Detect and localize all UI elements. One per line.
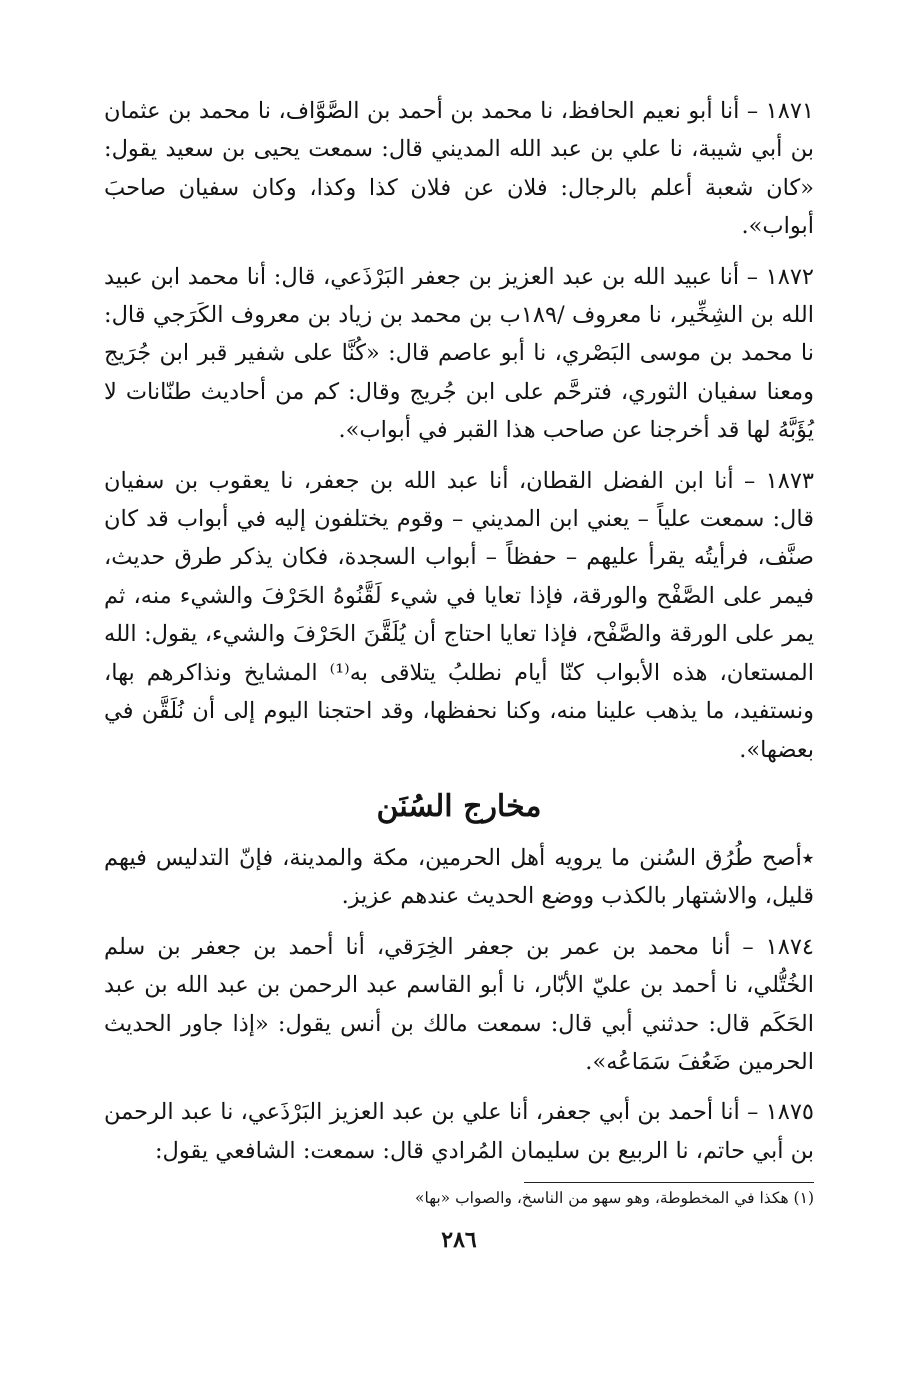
- bottom-section: [104, 839, 814, 1170]
- paragraph-1873: ١٨٧٣ – أنا ابن الفضل القطان، أنا عبد الله بن جعفر، نا يعقوب بن سفيان قال: سمعت علياً – يعني ابن المديني – وقوم يختلفون إليه في أبواب قد كان صنَّف، فرأيتُه يقرأ عليهم – حفظاً – أبواب السجدة، فكان يذكر طرق حديث، فيمر على الصَّفْح والورقة، فإذا تعايا في شيء لَقَّنُوهُ الحَرْفَ والشيء منه، ثم يمر على الورقة والصَّفْح، فإذا تعايا احتاج أن يُلَقَّنَ الحَرْفَ والشيء، يقول: الله المستعان، هذه الأبواب كنّا أيام نطلبُ يتلاقى به⁽¹⁾ المشايخ ونذاكرهم بها، ونستفيد، ما يذهب علينا منه، وكنا نحفظها، وقد احتجنا اليوم إلى أن نُلَقَّن في بعضها».: [104, 467, 814, 763]
- section-heading: مخارج السُنَن: [376, 788, 542, 824]
- paragraph-1872: ١٨٧٢ – أنا عبيد الله بن عبد العزيز بن جعفر البَرْذَعي، قال: أنا محمد ابن عبيد الله بن الشِخِّير، نا معروف /١٨٩ب بن محمد بن زياد بن معروف الكَرَجي قال: نا محمد بن موسى البَصْري، نا أبو عاصم قال: «كُنَّا على شفير قبر ابن جُرَيج ومعنا سفيان الثوري، فترحَّم على ابن جُريج وقال: كم من أحاديث طنّانات لا يُؤَبَّهُ لها قد أخرجنا عن صاحب هذا القبر في أبواب».: [104, 263, 814, 444]
- top-section: [104, 92, 814, 769]
- paragraph-intro: ⭑أصح طُرُق السُنن ما يرويه أهل الحرمين، مكة والمدينة، فإنّ التدليس فيهم قليل، والاشتهار بالكذب ووضع الحديث عندهم عزيز.: [104, 844, 814, 910]
- paragraph-1875: ١٨٧٥ – أنا أحمد بن أبي جعفر، أنا علي بن عبد العزيز البَرْذَعي، نا عبد الرحمن بن أبي حاتم، نا الربيع بن سليمان المُرادي قال: سمعت: الشافعي يقول:: [104, 1099, 814, 1164]
- footnote-area: [104, 1182, 814, 1211]
- paragraph-1871: ١٨٧١ – أنا أبو نعيم الحافظ، نا محمد بن أحمد بن الصَّوَّاف، نا محمد بن عثمان بن أبي شيبة، نا علي بن عبد الله المديني قال: سمعت يحيى بن سعيد يقول: «كان شعبة أعلم بالرجال: فلان عن فلان كذا وكذا، وكان سفيان صاحبَ أبواب».: [104, 98, 814, 240]
- footnote: (١) هكذا في المخطوطة، وهو سهو من الناسخ، والصواب «بها»: [415, 1189, 814, 1208]
- footnote-divider: [524, 1182, 814, 1183]
- page-number: ٢٨٦: [441, 1227, 477, 1254]
- paragraph-1874: ١٨٧٤ – أنا محمد بن عمر بن جعفر الخِرَقي، أنا أحمد بن جعفر بن سلم الخُتُّلي، نا أحمد بن عليّ الأبّار، نا أبو القاسم عبد الرحمن بن عبد الله بن عبد الحَكَم قال: حدثني أبي قال: سمعت مالك بن أنس يقول: «إذا جاور الحديث الحرمين ضَعُفَ سَمَاعُه».: [104, 933, 814, 1075]
